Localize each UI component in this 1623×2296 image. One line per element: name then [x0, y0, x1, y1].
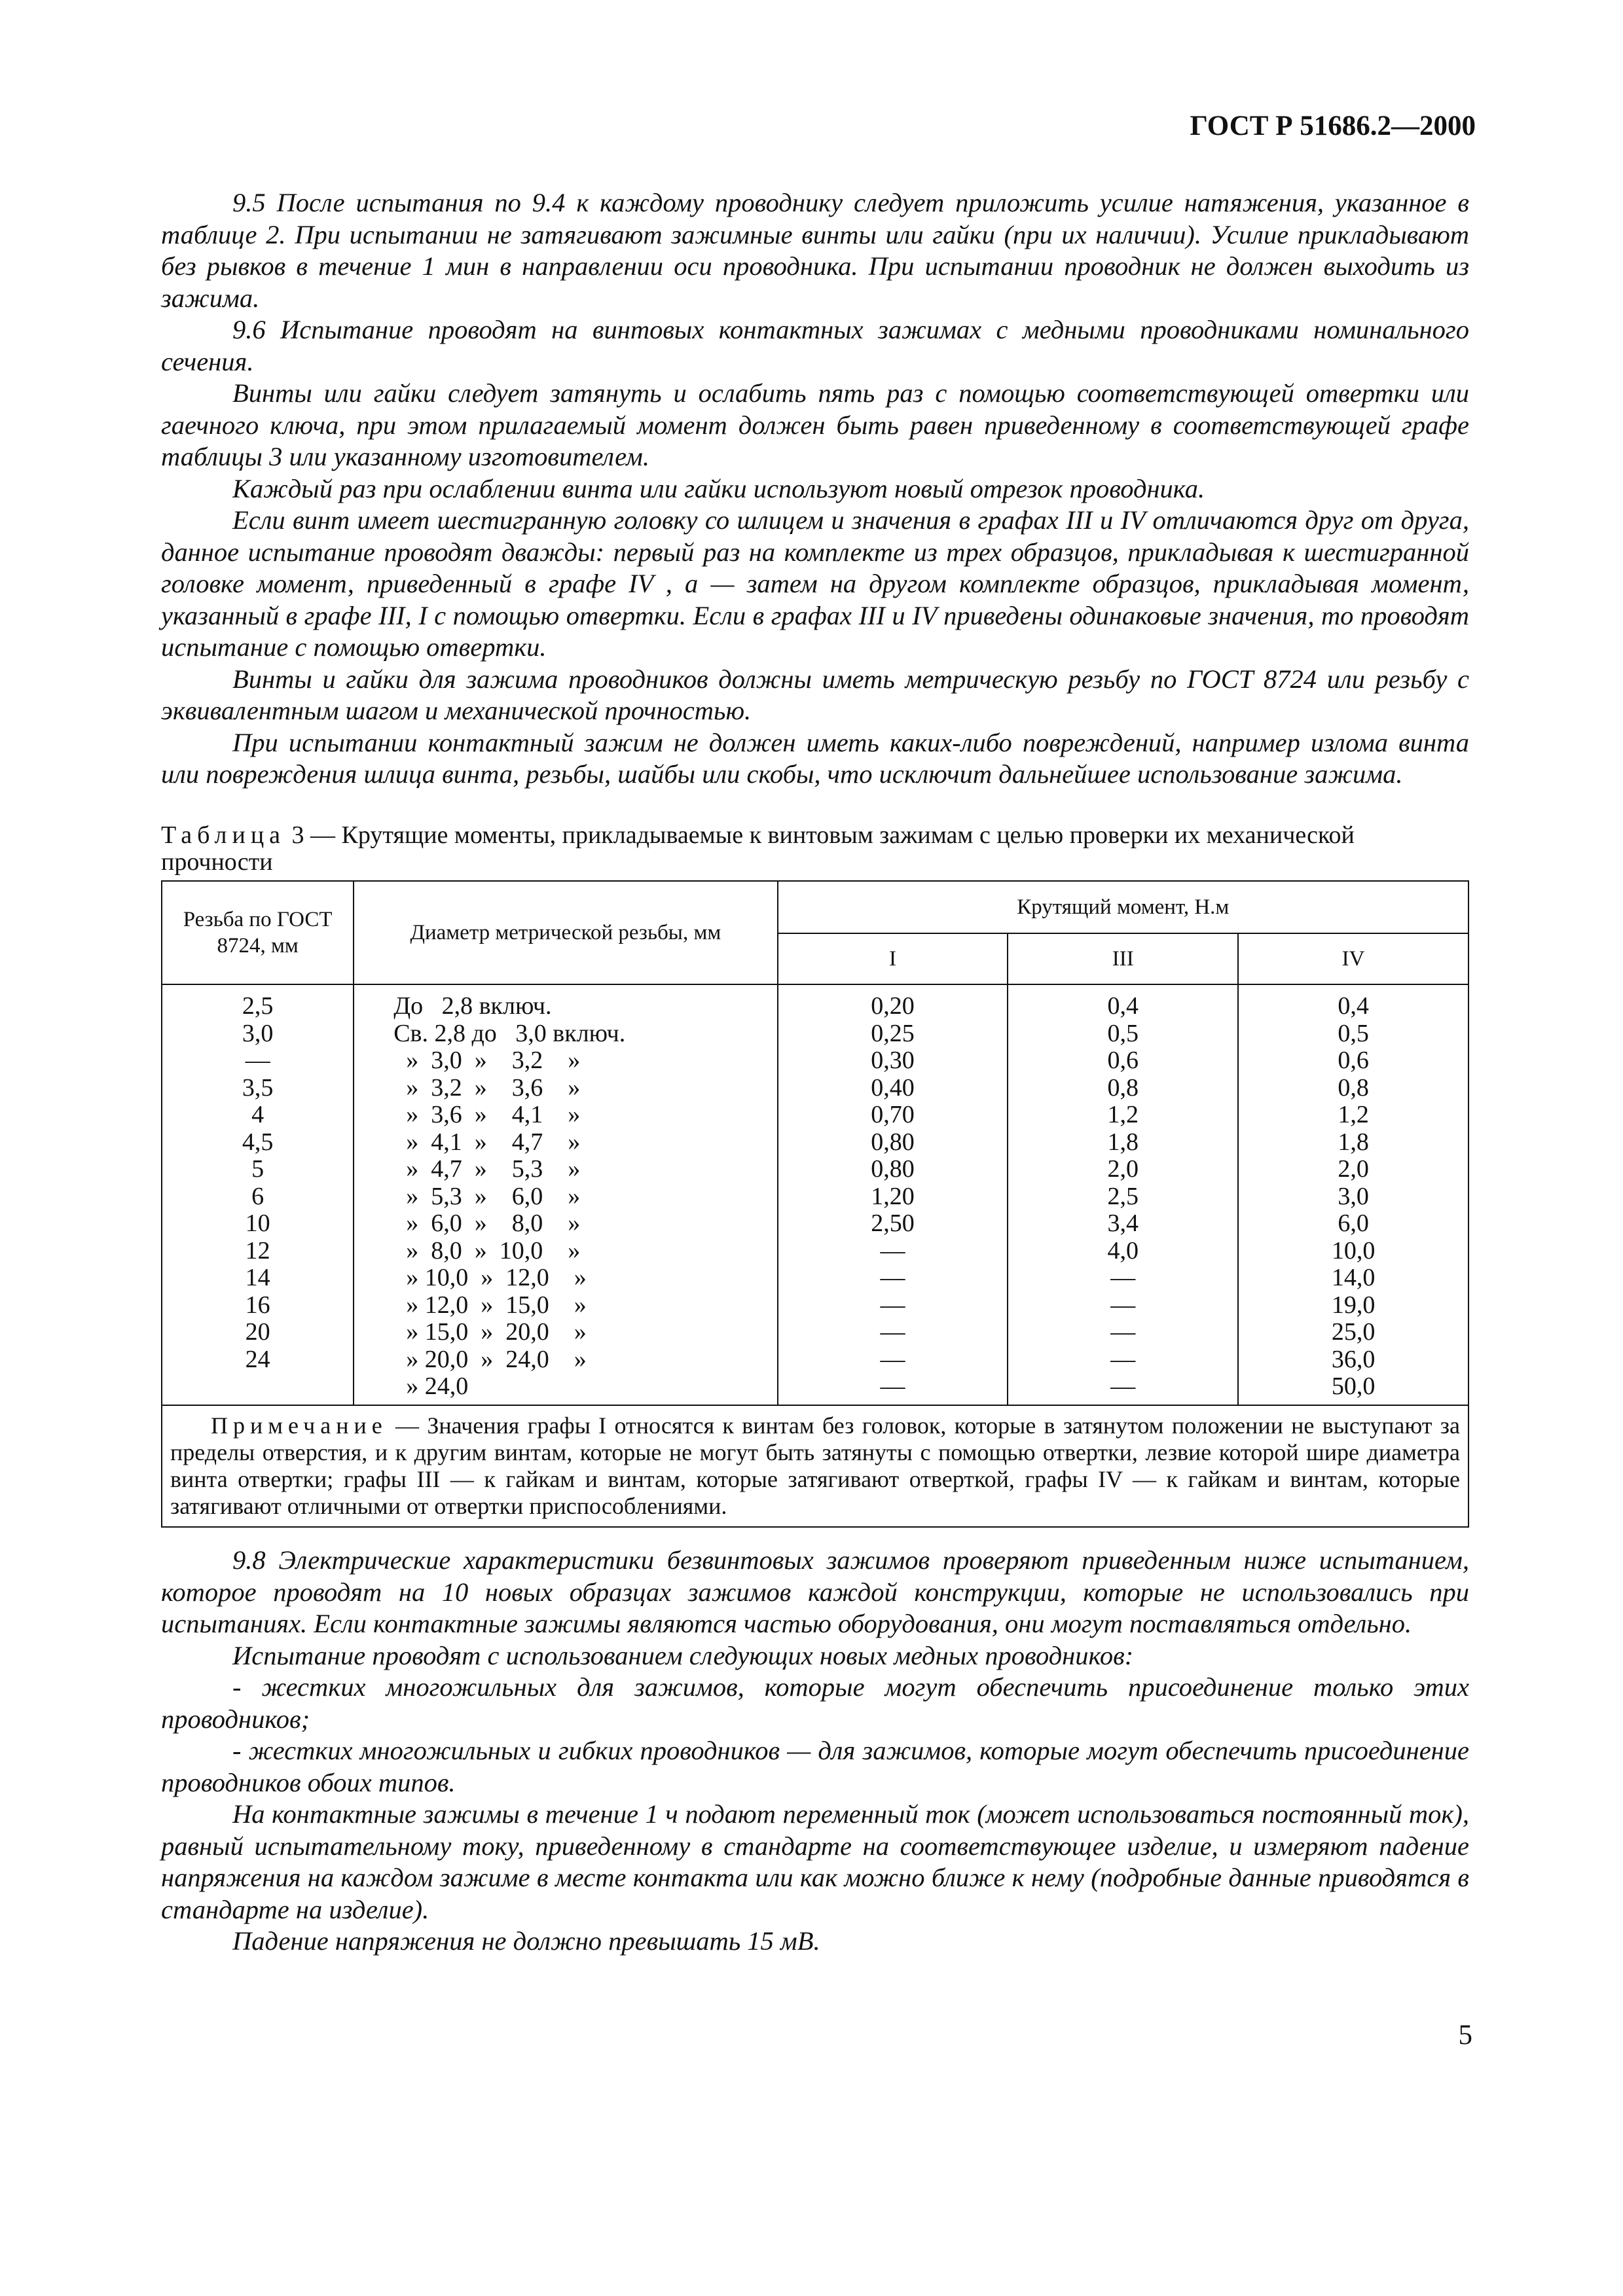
paragraph: Винты и гайки для зажима проводников должны иметь метрическую резьбу по ГОСТ 8724 или резьбу с эквивалентным шагом и механической прочностью. — [161, 664, 1469, 725]
column-III-values: 0,4 0,5 0,6 0,8 1,2 1,8 2,0 2,5 3,4 4,0 — — — — — — [1008, 984, 1238, 1405]
text-block-top — [161, 187, 1469, 791]
torque-table-wrapper — [161, 880, 1469, 1528]
table-caption-label: Таблица — [161, 821, 286, 849]
header-thread: Резьба по ГОСТ 8724, мм — [162, 881, 354, 984]
header-col-III: III — [1008, 933, 1238, 984]
document-header: ГОСТ Р 51686.2—2000 — [1190, 111, 1476, 141]
paragraph: - жестких многожильных и гибких проводников — для зажимов, которые могут обеспечить присоединение проводников обоих типов. — [161, 1736, 1469, 1797]
paragraph: Испытание проводят с использованием следующих новых медных проводников: — [232, 1640, 1134, 1670]
text-block-bottom — [161, 1545, 1469, 1958]
column-thread-values: 2,5 3,0 — 3,5 4 4,5 5 6 10 12 14 16 20 24 — [162, 984, 354, 1405]
table-caption-text: 3 — Крутящие моменты, прикладываемые к винтовым зажимам с целью проверки их механической прочности — [161, 821, 1355, 876]
page-number: 5 — [1458, 2020, 1472, 2051]
header-col-I: I — [778, 933, 1008, 984]
header-col-IV: IV — [1238, 933, 1468, 984]
paragraph: Падение напряжения не должно превышать 15 мВ. — [232, 1926, 820, 1956]
paragraph: 9.6 Испытание проводят на винтовых контактных зажимах с медными проводниками номинального сечения. — [161, 315, 1469, 376]
paragraph: - жестких многожильных для зажимов, которые могут обеспечить присоединение только этих проводников; — [161, 1672, 1469, 1734]
paragraph: При испытании контактный зажим не должен иметь каких-либо повреждений, например излома винта или повреждения шлица винта, резьбы, шайбы или скобы, что исключит дальнейшее использование зажима. — [161, 727, 1469, 789]
paragraph: На контактные зажимы в течение 1 ч подают переменный ток (может использоваться постоянный ток), равный испытательному току, приведенному в стандарте на соответствующее изделие, и измеряют падение напряжения на каждом зажиме в месте контакта или как можно ближе к нему (подробные данные приводятся в стандарте на изделие). — [161, 1799, 1469, 1924]
paragraph: Винты или гайки следует затянуть и ослабить пять раз с помощью соответствующей отвертки или гаечного ключа, при этом прилагаемый момент должен быть равен приведенному в соответствующей графе таблицы 3 или указанному изготовителем. — [161, 378, 1469, 471]
column-diameter-values: До 2,8 включ. Св. 2,8 до 3,0 включ. » 3,0 » 3,2 » » 3,2 » 3,6 » » 3,6 » 4,1 » » 4,1 » 4,7 » » 4,7 » 5,3 » » 5,3 » 6,0 » » 6,0 » 8,0 » » 8,0 » 10,0 » » 10,0 » 12,0 » » 12,0 » 15,0 » » 15,0 » 20,0 » » 20,0 » 24,0 » » 24,0 — [354, 984, 777, 1405]
torque-table — [161, 880, 1469, 1528]
table-note-label: Примечание — [211, 1412, 388, 1439]
paragraph: Каждый раз при ослаблении винта или гайки используют новый отрезок проводника. — [232, 473, 1205, 503]
column-IV-values: 0,4 0,5 0,6 0,8 1,2 1,8 2,0 3,0 6,0 10,0 14,0 19,0 25,0 36,0 50,0 — [1238, 984, 1468, 1405]
paragraph: 9.5 После испытания по 9.4 к каждому проводнику следует приложить усилие натяжения, указанное в таблице 2. При испытании не затягивают зажимные винты или гайки (при их наличии). Усилие прикладывают без рывков в течение 1 мин в направлении оси проводника. При испытании проводник не должен выходить из зажима. — [161, 188, 1469, 313]
table-note-text: — Значения графы I относятся к винтам без головок, которые в затянутом положении не выступают за пределы отверстия, и к другим винтам, которые не могут быть затянуты с помощью отвертки, лезвие которой шире диаметра винта отвертки; графы III — к гайкам и винтам, которые затягивают отверткой, графы IV — к гайкам и винтам, которые затягивают отличными от отвертки приспособлениями. — [170, 1412, 1460, 1519]
table-note — [162, 1405, 1468, 1527]
header-torque: Крутящий момент, Н.м — [778, 881, 1468, 933]
paragraph: 9.8 Электрические характеристики безвинтовых зажимов проверяют приведенным ниже испытанием, которое проводят на 10 новых образцах зажимов каждой конструкции, которые не использовались при испытаниях. Если контактные зажимы являются частью оборудования, они могут поставляться отдельно. — [161, 1545, 1469, 1638]
header-diameter: Диаметр метрической резьбы, мм — [354, 881, 777, 984]
paragraph: Если винт имеет шестигранную головку со шлицем и значения в графах III и IV отличаются друг от друга, данное испытание проводят дважды: первый раз на комплекте из трех образцов, прикладывая к шестигранной головке момент, приведенный в графе IV , а — затем на другом комплекте образцов, прикладывая момент, указанный в графе III, I с помощью отвертки. Если в графах III и IV приведены одинаковые значения, то проводят испытание с помощью отвертки. — [161, 505, 1469, 662]
table-caption — [161, 822, 1469, 876]
column-I-values: 0,20 0,25 0,30 0,40 0,70 0,80 0,80 1,20 2,50 — — — — — — — [778, 984, 1008, 1405]
